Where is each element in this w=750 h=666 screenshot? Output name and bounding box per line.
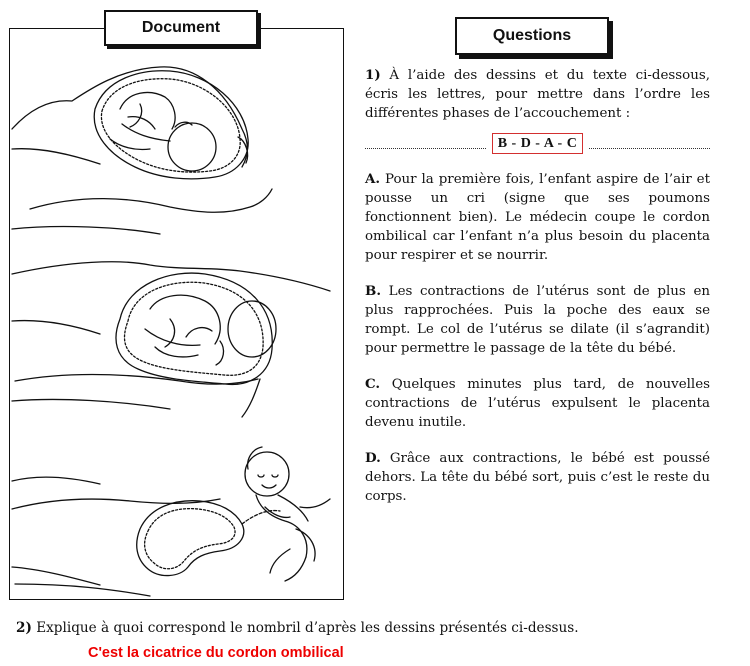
questions-tab: Questions	[455, 17, 609, 55]
drawing-stage-1	[12, 67, 272, 234]
question-1-number: 1)	[365, 67, 381, 83]
childbirth-drawings	[10, 29, 342, 597]
question-2-text: Explique à quoi correspond le nombril d’après les dessins présentés ci-dessus.	[36, 620, 579, 636]
questions-panel	[365, 66, 710, 523]
document-tab: Document	[104, 10, 258, 46]
answer-2: C'est la cicatrice du cordon ombilical	[88, 645, 344, 661]
phase-letter: A.	[365, 171, 381, 187]
phase-item-a	[365, 170, 710, 265]
dotted-line-right	[589, 138, 710, 149]
phase-item-b	[365, 282, 710, 358]
question-1	[365, 66, 710, 123]
phase-text: Pour la première fois, l’enfant aspire de l’air et pousse un cri (signe que ses poumons fonctionnent bien). Le médecin coupe le cordon ombilical car l’enfant n’a plus besoin du placenta pour respirer et se nourrir.	[365, 172, 710, 263]
question-2-number: 2)	[16, 620, 32, 636]
phase-letter: C.	[365, 376, 381, 392]
dotted-line-left	[365, 138, 486, 149]
drawing-stage-2	[12, 262, 330, 417]
phase-text: Les contractions de l’utérus sont de plus en plus rapprochées. Puis la poche des eaux se rompt. Le col de l’utérus se dilate (il s’agrandit) pour permettre le passage de la tête du bébé.	[365, 284, 710, 356]
phase-text: Quelques minutes plus tard, de nouvelles contractions de l’utérus expulsent le placenta devenu inutile.	[365, 377, 710, 430]
question-1-text: À l’aide des dessins et du texte ci-dessous, écris les lettres, pour mettre dans l’ordre les différentes phases de l’accouchement :	[365, 68, 710, 121]
answer-1-line	[365, 133, 710, 154]
phase-letter: D.	[365, 450, 381, 466]
phase-item-c	[365, 375, 710, 432]
drawing-stage-3	[12, 447, 330, 596]
phase-text: Grâce aux contractions, le bébé est poussé dehors. La tête du bébé sort, puis c’est le reste du corps.	[365, 451, 710, 504]
phase-item-d	[365, 449, 710, 506]
answer-1-box: B - D - A - C	[492, 133, 584, 154]
phase-letter: B.	[365, 283, 381, 299]
question-2	[16, 620, 579, 636]
